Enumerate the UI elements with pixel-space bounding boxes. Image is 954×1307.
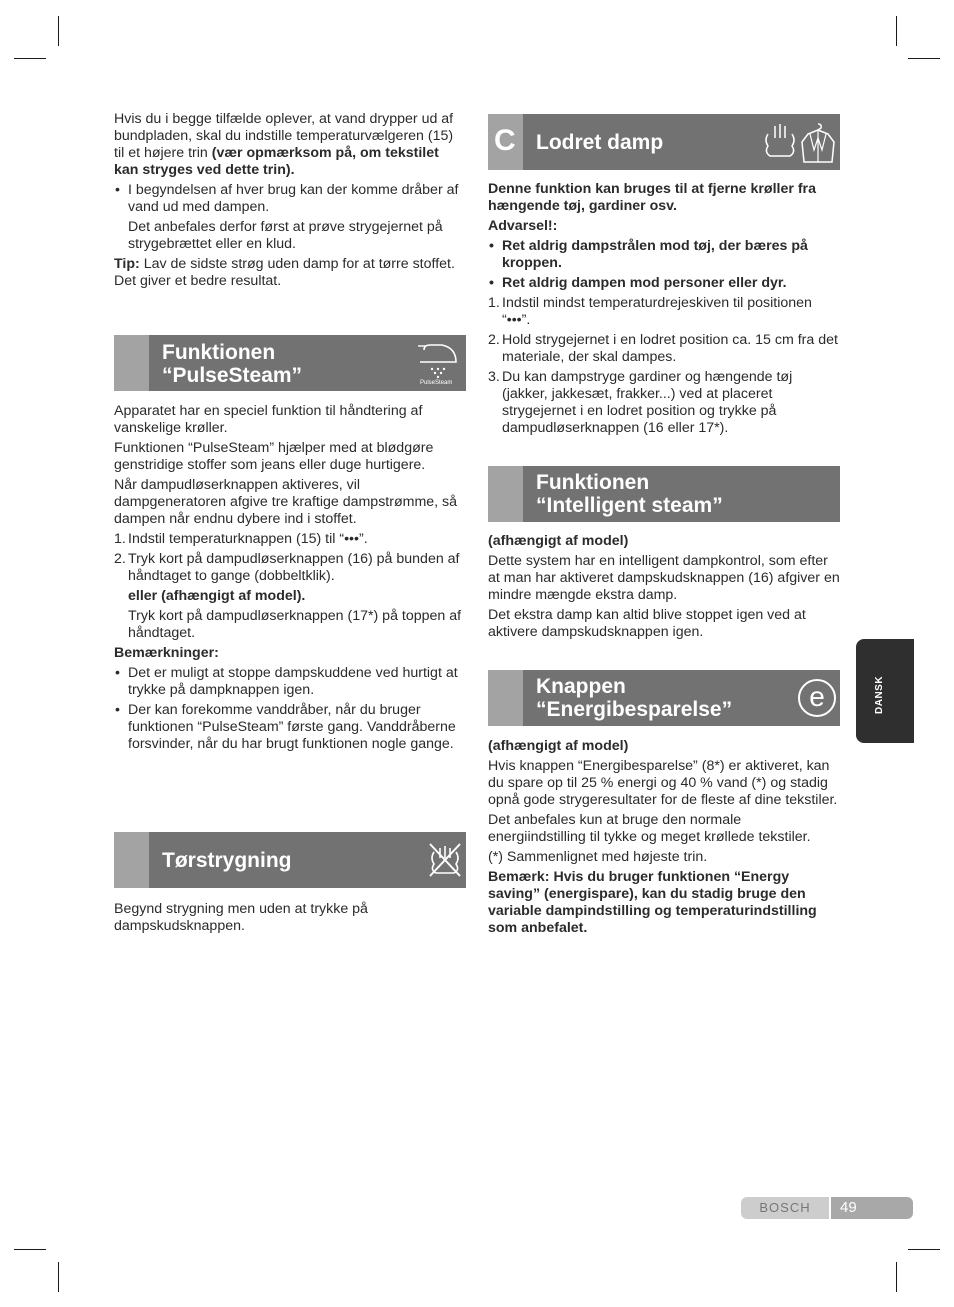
tip-text: Lav de sidste strøg uden damp for at tørre stoffet. Det giver et bedre resultat. [114, 256, 455, 289]
section-letter: C [494, 124, 516, 157]
pulsesteam-body [114, 403, 466, 756]
intelligent-p2: Det ekstra damp kan altid blive stoppet igen ved at aktivere dampskudsknappen igen. [488, 607, 806, 640]
energy-p2: Det anbefales kun at bruge den normale energiindstilling til tykke og meget krøllede tekstiler. [488, 812, 811, 845]
vertical-steam-icon [762, 120, 836, 166]
title-line2: “PulseSteam” [162, 364, 303, 387]
model-note: (afhængigt af model) [488, 533, 629, 549]
dry-ironing-body [114, 901, 466, 938]
energy-letter: e [809, 681, 825, 712]
step-number: 2. [488, 332, 500, 348]
energy-saving-body [488, 738, 840, 940]
step-text: Du kan dampstryge gardiner og hængende tøj (jakker, jakkesæt, frakker...) ved at placeret strygejernet i en lodret position og trykke på dampudløserknappen (16 eller 17*). [502, 369, 793, 436]
intro-paragraph [114, 111, 466, 179]
vertical-step-3 [488, 369, 840, 437]
intelligent-steam-header [488, 466, 840, 522]
step-text: Hold strygejernet i en lodret position ca. 15 cm fra det materiale, der skal dampes. [502, 332, 838, 365]
warning-1: • Ret aldrig dampstrålen mod tøj, der bæres på kroppen. [488, 238, 840, 272]
step-text: Indstil mindst temperaturdrejeskiven til positionen “•••”. [502, 295, 812, 328]
dry-ironing-header [114, 832, 466, 888]
step-number: 1. [488, 295, 500, 311]
intelligent-p1: Dette system har en intelligent dampkontrol, som efter at man har aktiveret dampskudsknappen (16) afgiver en mindre mængde ekstra damp. [488, 553, 840, 603]
step-number: 2. [114, 551, 126, 567]
note-2: • Der kan forekomme vanddråber, når du bruger funktionen “PulseSteam” første gang. Vanddråberne forsvinder, når du har brugt funktionen nogle gange. [114, 702, 466, 753]
step2-or: eller (afhængigt af model). [128, 588, 306, 604]
title-line2: “Energibesparelse” [536, 698, 733, 721]
step-text: Tryk kort på dampudløserknappen (16) på bunden af håndtaget to gange (dobbeltklik). [128, 551, 460, 584]
header-tab [114, 832, 149, 888]
model-note: (afhængigt af model) [488, 738, 629, 754]
dry-ironing-title: Tørstrygning [162, 849, 292, 872]
pulsesteam-title [162, 341, 302, 387]
pulsesteam-p1: Apparatet har en speciel funktion til håndtering af vanskelige krøller. [114, 403, 423, 436]
pulsesteam-iron-icon [416, 338, 460, 388]
step2-alt: Tryk kort på dampudløserknappen (17*) på toppen af håndtaget. [128, 608, 462, 641]
intelligent-steam-body [488, 533, 840, 644]
notes-label: Bemærkninger: [114, 645, 219, 661]
vertical-step-2 [488, 332, 840, 366]
warning-2: • Ret aldrig dampen mod personer eller dyr. [488, 275, 840, 292]
pulsesteam-step-1 [114, 531, 466, 548]
vertical-intro: Denne funktion kan bruges til at fjerne krøller fra hængende tøj, gardiner osv. [488, 181, 816, 214]
language-tab [856, 639, 914, 743]
vertical-steam-title: Lodret damp [536, 131, 664, 154]
step-number: 1. [114, 531, 126, 547]
title-line2: “Intelligent steam” [536, 494, 723, 517]
pulsesteam-header [114, 335, 466, 391]
title-line1: Funktionen [536, 471, 650, 494]
pulsesteam-icon-label: PulseSteam [420, 380, 453, 386]
energy-saving-header [488, 670, 840, 726]
step-number: 3. [488, 369, 500, 385]
crop-mark [58, 16, 59, 46]
left-intro [114, 111, 466, 293]
pulsesteam-step-2 [114, 551, 466, 585]
header-tab [114, 335, 149, 391]
note-1: • Det er muligt at stoppe dampskuddene ved hurtigt at trykke på dampknappen igen. [114, 665, 466, 699]
page-number: 49 [831, 1197, 913, 1219]
energy-p1: Hvis knappen “Energibesparelse” (8*) er aktiveret, kan du spare op til 25 % energi og 40 % vand (*) og stadig opnå gode strygeresultater for de fleste af dine tekstiler. [488, 758, 838, 808]
tip-label: Tip: [114, 256, 140, 272]
intro-text: Hvis du i begge tilfælde oplever, at vand drypper ud af bundpladen, skal du indstille temperaturvælgeren (15) til et højere trin [114, 111, 454, 161]
intro-bold: (vær opmærksom på, om tekstilet kan stryges ved dette trin). [114, 145, 439, 178]
dry-ironing-p1: Begynd strygning men uden at trykke på dampskudsknappen. [114, 901, 368, 934]
crop-mark [896, 16, 897, 46]
crop-mark [908, 58, 940, 59]
pulsesteam-p3: Når dampudløserknappen aktiveres, vil dampgeneratoren afgive tre kraftige dampstrømme, så dampen når endnu dybere ind i stoffet. [114, 477, 458, 527]
footer-brand: BOSCH [741, 1197, 829, 1219]
language-label: DANSK [874, 675, 885, 714]
pulsesteam-p2: Funktionen “PulseSteam” hjælper med at blødgøre genstridige stoffer som jeans eller duge hurtigere. [114, 440, 434, 473]
crop-mark [908, 1249, 940, 1250]
crop-mark [14, 58, 46, 59]
intro-bullet-cont: Det anbefales derfor først at prøve strygejernet på strygebrættet eller en klud. [128, 219, 443, 252]
crop-mark [14, 1249, 46, 1250]
no-steam-icon [426, 840, 464, 880]
crop-mark [58, 1262, 59, 1292]
intelligent-steam-title [536, 471, 723, 517]
energy-note: Bemærk: Hvis du bruger funktionen “Energy saving” (energispare), kan du stadig bruge den variable dampindstilling og temperaturindstilling som anbefalet. [488, 869, 817, 936]
energy-saving-title [536, 675, 732, 721]
vertical-steam-header [488, 114, 840, 170]
intro-bullet: • I begyndelsen af hver brug kan der komme dråber af vand ud med dampen. [114, 182, 466, 216]
vertical-steam-body [488, 181, 840, 440]
crop-mark [896, 1262, 897, 1292]
header-tab [488, 466, 523, 522]
vertical-step-1 [488, 295, 840, 329]
warning-label: Advarsel!: [488, 218, 558, 234]
energy-p3: (*) Sammenlignet med højeste trin. [488, 849, 708, 865]
energy-e-icon [798, 679, 836, 717]
title-line1: Funktionen [162, 341, 276, 364]
header-tab [488, 670, 523, 726]
tip-paragraph [114, 256, 466, 290]
title-line1: Knappen [536, 675, 626, 698]
step-text: Indstil temperaturknappen (15) til “•••”. [128, 531, 368, 547]
